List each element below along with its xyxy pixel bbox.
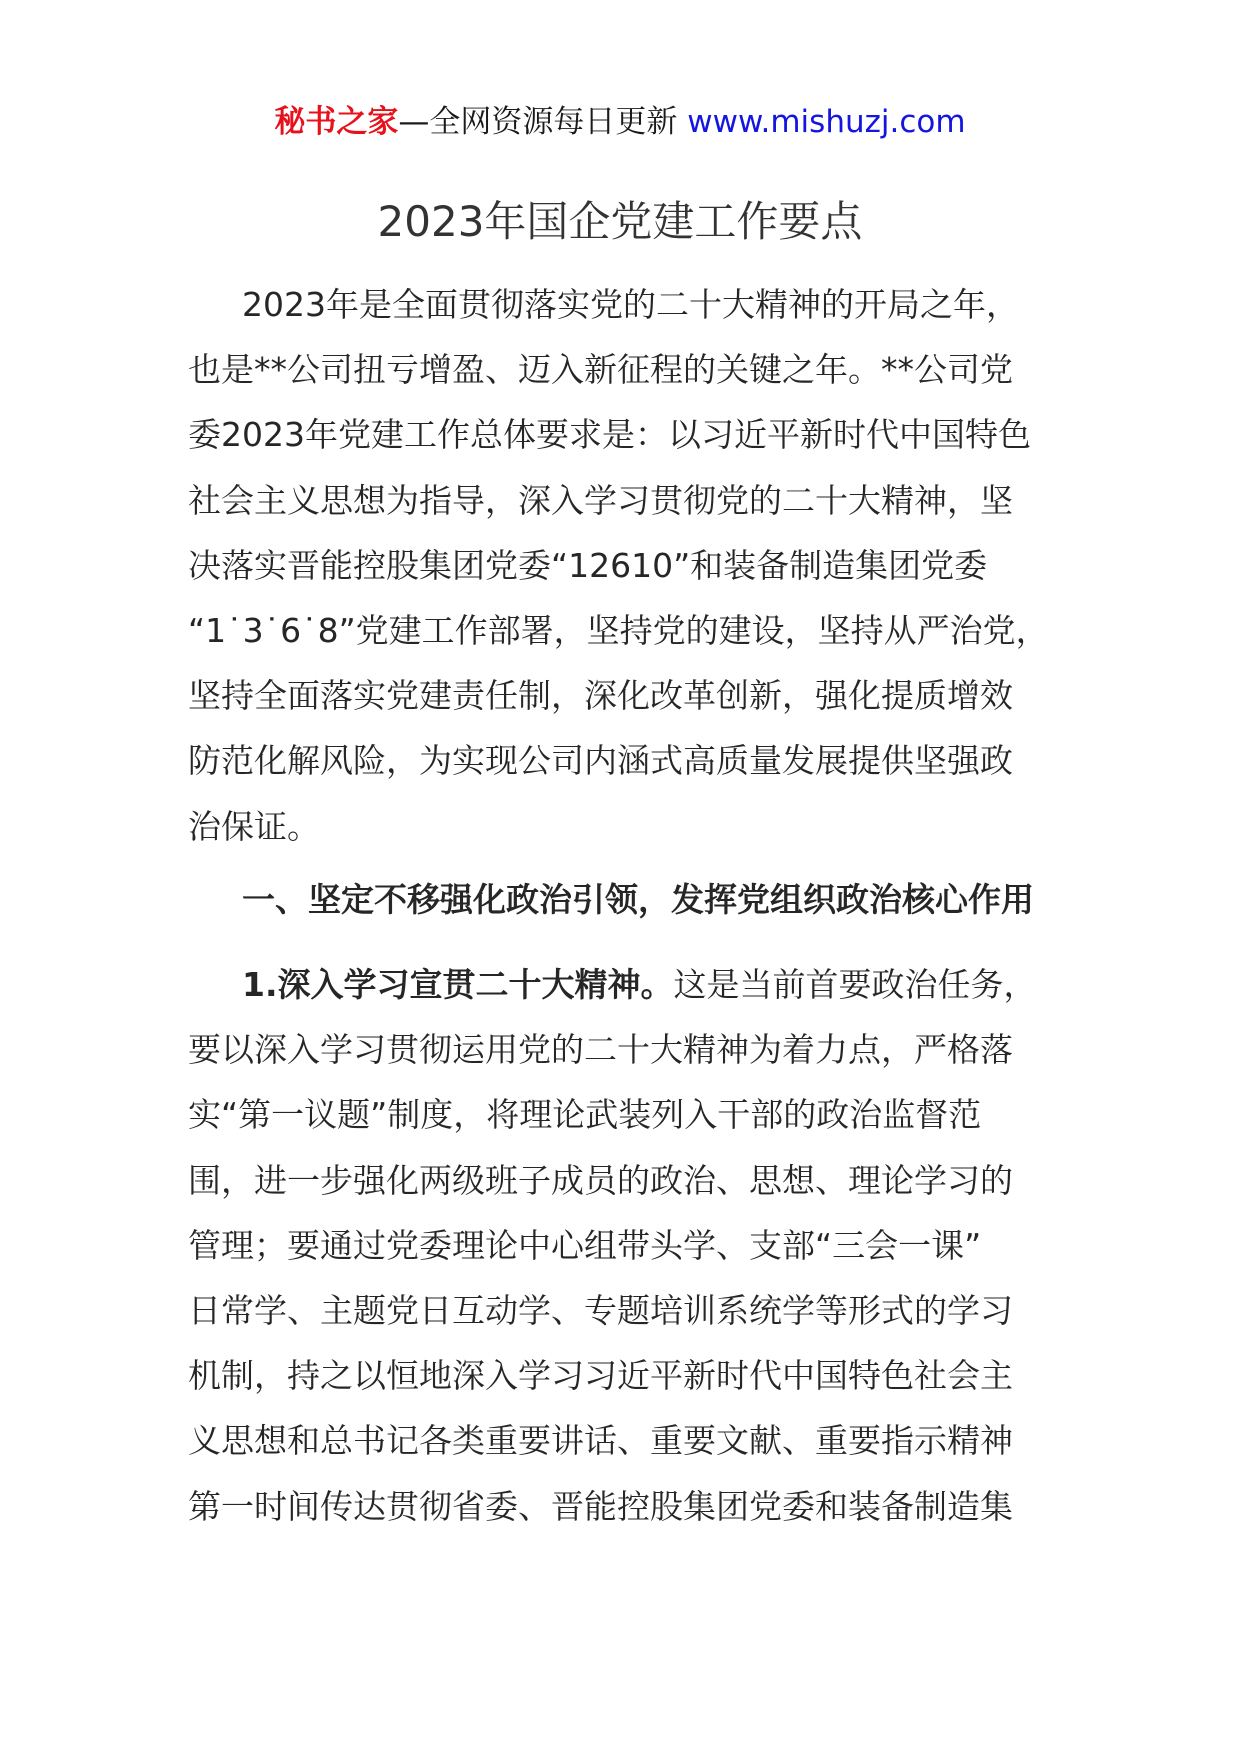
paragraph-line: 治保证。 [188, 806, 320, 846]
section-heading: 一、坚定不移强化政治引领，发挥党组织政治核心作用 [242, 880, 1034, 919]
document-title: 2023年国企党建工作要点 [377, 197, 863, 246]
paragraph-line: 义思想和总书记各类重要讲话、重要文献、重要指示精神 [188, 1421, 1013, 1461]
item-1-lead: 这是当前首要政治任务， [673, 965, 1037, 1004]
intro-paragraph [188, 272, 1088, 859]
item-1-paragraph [188, 952, 1088, 1539]
paragraph-line: 日常学、主题党日互动学、专题培训系统学等形式的学习 [188, 1290, 1013, 1330]
paragraph-line: 社会主义思想为指导，深入学习贯彻党的二十大精神，坚 [188, 480, 1013, 520]
paragraph-line: 委2023年党建工作总体要求是：以习近平新时代中国特色 [188, 415, 1031, 455]
paragraph-line: 管理；要通过党委理论中心组带头学、支部“三会一课” [188, 1225, 982, 1265]
paragraph-line: 围，进一步强化两级班子成员的政治、思想、理论学习的 [188, 1160, 1013, 1200]
paragraph-line: 2023年是全面贯彻落实党的二十大精神的开局之年， [242, 285, 1019, 324]
paragraph-line: 防范化解风险，为实现公司内涵式高质量发展提供坚强政 [188, 741, 1013, 781]
paragraph-line: 机制，持之以恒地深入学习习近平新时代中国特色社会主 [188, 1356, 1013, 1396]
brand-name: 秘书之家 [274, 104, 399, 140]
paragraph-line: 也是**公司扭亏增盈、迈入新征程的关键之年。**公司党 [188, 350, 1013, 390]
page-header [0, 102, 1240, 142]
paragraph-line [188, 952, 1088, 1017]
paragraph-line: 决落实晋能控股集团党委“12610”和装备制造集团党委 [188, 545, 988, 585]
header-tagline: —全网资源每日更新 [398, 104, 688, 140]
paragraph-line: 坚持全面落实党建责任制，深化改革创新，强化提质增效 [188, 676, 1013, 716]
paragraph-line: 要以深入学习贯彻运用党的二十大精神为着力点，严格落 [188, 1030, 1013, 1070]
paragraph-line: “1˙3˙6˙8”党建工作部署，坚持党的建设，坚持从严治党， [188, 610, 1049, 650]
item-1-title: 1.深入学习宣贯二十大精神。 [242, 965, 674, 1004]
site-url-link[interactable]: www.mishuzj.com [687, 104, 966, 140]
paragraph-line: 实“第一议题”制度，将理论武装列入干部的政治监督范 [188, 1095, 982, 1135]
paragraph-line: 第一时间传达贯彻省委、晋能控股集团党委和装备制造集 [188, 1486, 1013, 1526]
